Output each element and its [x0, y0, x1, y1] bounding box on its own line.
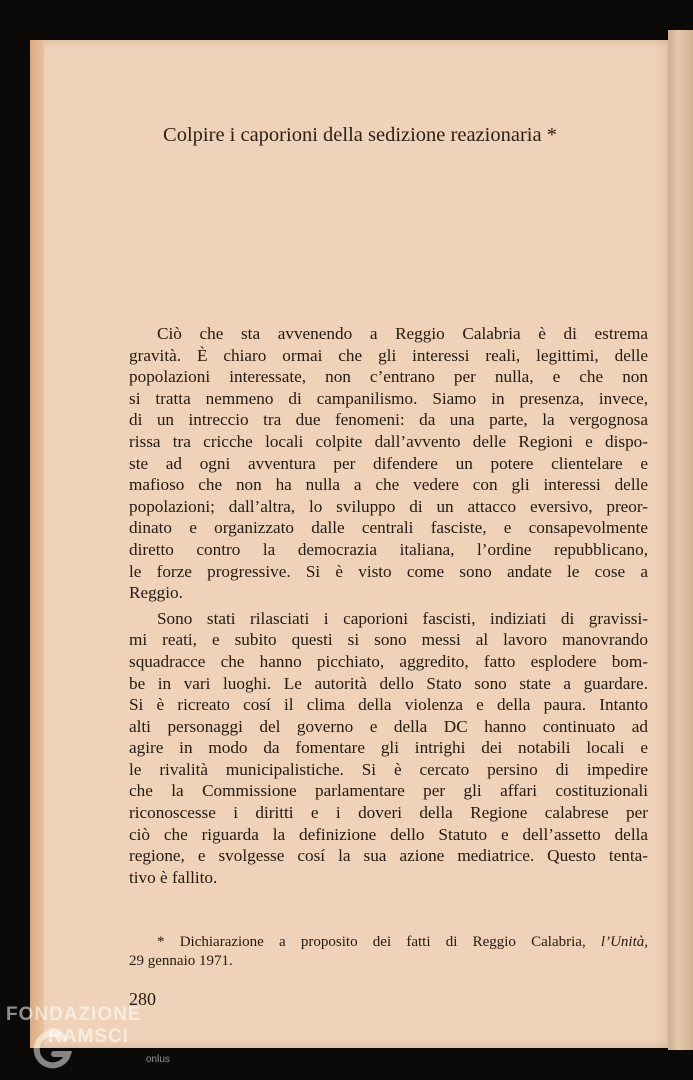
text-line: si tratta nemmeno di campanilismo. Siamo in presenza, invece, [129, 388, 648, 408]
text-line: che la Commissione parlamentare per gli affari costituzionali [129, 781, 648, 801]
text-line: alti personaggi del governo e della DC hanno continuato ad [129, 716, 648, 736]
watermark-text-2: RAMSCI [48, 1026, 129, 1047]
text-line: gravità. È chiaro ormai che gli interessi reali, legittimi, delle [129, 345, 648, 365]
text-line: popolazioni interessate, non c’entrano per nulla, e che non [129, 367, 648, 387]
paragraph-1 [129, 323, 648, 604]
text-line: mi reati, e subito questi si sono messi al lavoro manovrando [129, 630, 648, 650]
text-line: mafioso che non ha nulla a che vedere con gli interessi delle [129, 475, 648, 495]
text-line: ste ad ogni avventura per difendere un potere clientelare e [129, 453, 648, 473]
watermark-logo [4, 1004, 184, 1076]
text-line: di un intreccio tra due fenomeni: da una parte, la vergognosa [129, 410, 648, 430]
footnote-source: l’Unità, [600, 934, 649, 950]
watermark-text-1: FONDAZIONE [6, 1004, 142, 1025]
watermark-text-3: onlus [146, 1054, 170, 1065]
text-line: riconoscesse i diritti e i doveri della Regione calabrese per [129, 803, 648, 823]
footnote-line-1 [129, 933, 648, 952]
text-line: Reggio. [129, 583, 183, 603]
page-gutter [30, 40, 44, 1048]
text-line: le forze progressive. Si è visto come sono andate le cose a [129, 561, 648, 581]
text-line: be in vari luoghi. Le autorità dello Stato sono state a guardare. [129, 673, 648, 693]
text-line: Si è ricreato cosí il clima della violenza e della paura. Intanto [129, 695, 648, 715]
footnote-text: * Dichiarazione a proposito dei fatti di Reggio Calabria, [157, 934, 586, 950]
text-line: diretto contro la democrazia italiana, l’ordine repubblicano, [129, 539, 648, 559]
text-line: rissa tra cricche locali colpite dall’avvento delle Regioni e dispo- [129, 431, 648, 451]
footnote-line-2: 29 gennaio 1971. [129, 953, 233, 969]
text-line: agire in modo da fomentare gli intrighi dei notabili locali e [129, 738, 648, 758]
text-line: Sono stati rilasciati i caporioni fascisti, indiziati di gravissi- [157, 608, 648, 628]
text-line: Ciò che sta avvenendo a Reggio Calabria è di estrema [157, 324, 648, 343]
text-line: dinato e organizzato dalle centrali fasciste, e consapevolmente [129, 518, 648, 538]
next-page-edge [668, 30, 693, 1050]
paragraph-2 [129, 608, 648, 889]
text-line: squadracce che hanno picchiato, aggredito, fatto esplodere bom- [129, 651, 648, 671]
footnote [129, 933, 648, 971]
text-line: le rivalità municipalistiche. Si è cercato persino di impedire [129, 759, 648, 779]
text-line: tivo è fallito. [129, 867, 218, 887]
text-line: popolazioni; dall’altra, lo sviluppo di un attacco eversivo, preor- [129, 496, 648, 516]
text-line: regione, e svolgesse cosí la sua azione mediatrice. Questo tenta- [129, 846, 648, 866]
page-number: 280 [129, 989, 156, 1009]
page-title: Colpire i caporioni della sedizione reazionaria * [163, 124, 557, 146]
body-text [129, 323, 648, 888]
text-line: ciò che riguarda la definizione dello Statuto e dell’assetto della [129, 824, 648, 844]
